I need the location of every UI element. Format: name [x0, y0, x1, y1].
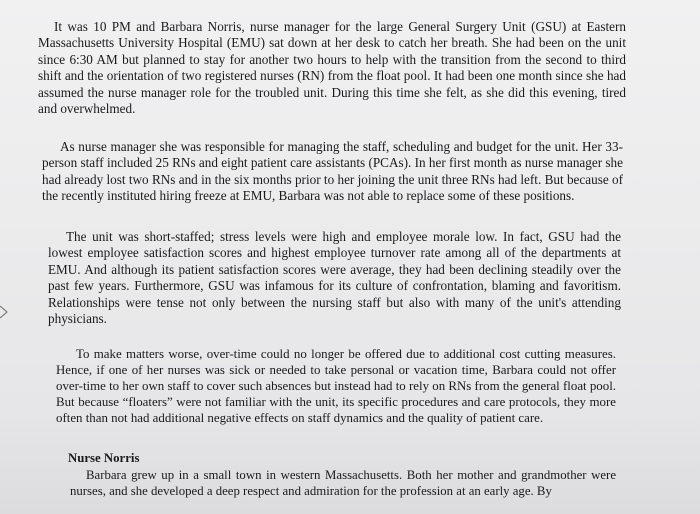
paragraph-4: To make matters worse, over-time could no longer be offered due to additional cost cutting measures. Hence, if one of her nurses was sick or needed to take personal or vacation time, Barbara could not offer over-time to her own staff to cover such absences but instead had to rely on RNs from the general float pool. But because “floaters” were not familiar with the unit, its specific procedures and care protocols, they more often than not had additional negative effects on staff dynamics and the quality of patient care.: [56, 347, 616, 425]
paragraph-3: The unit was short-staffed; stress levels were high and employee morale low. In fact, GSU had the lowest employee satisfaction scores and highest employee turnover rate among all of the departments at EMU. And although its patient satisfaction scores were average, they had been declining steadily over the past few years. Furthermore, GSU was infamous for its culture of confrontation, blaming and favoritism. Relationships were tense not only between the nursing staff but also with many of the unit's attending physicians.: [48, 229, 621, 327]
paragraph-2: As nurse manager she was responsible for managing the staff, scheduling and budget for the unit. Her 33-person staff included 25 RNs and eight patient care assistants (PCAs). In her first month as nurse manager she had already lost two RNs and in the six months prior to her joining the unit three RNs had left. But because of the recently instituted hiring freeze at EMU, Barbara was not able to replace some of these positions.: [42, 139, 623, 204]
section-heading: Nurse Norris: [68, 451, 140, 465]
paragraph-1: It was 10 PM and Barbara Norris, nurse manager for the large General Surgery Unit (GSU) at Eastern Massachusetts University Hospital (EMU) sat down at her desk to catch her breath. She had been on the unit since 6:30 AM but planned to stay for another two hours to help with the transition from the second to third shift and the orientation of two registered nurses (RN) from the float pool. It had been one month since she had assumed the nurse manager role for the troubled unit. During this time she felt, as she did this evening, tired and overwhelmed.: [38, 19, 626, 117]
section-paragraph: Barbara grew up in a small town in western Massachusetts. Both her mother and grandmother were nurses, and she developed a deep respect and admiration for the profession at an early age. By: [70, 468, 616, 498]
margin-tick-icon: [0, 302, 10, 322]
